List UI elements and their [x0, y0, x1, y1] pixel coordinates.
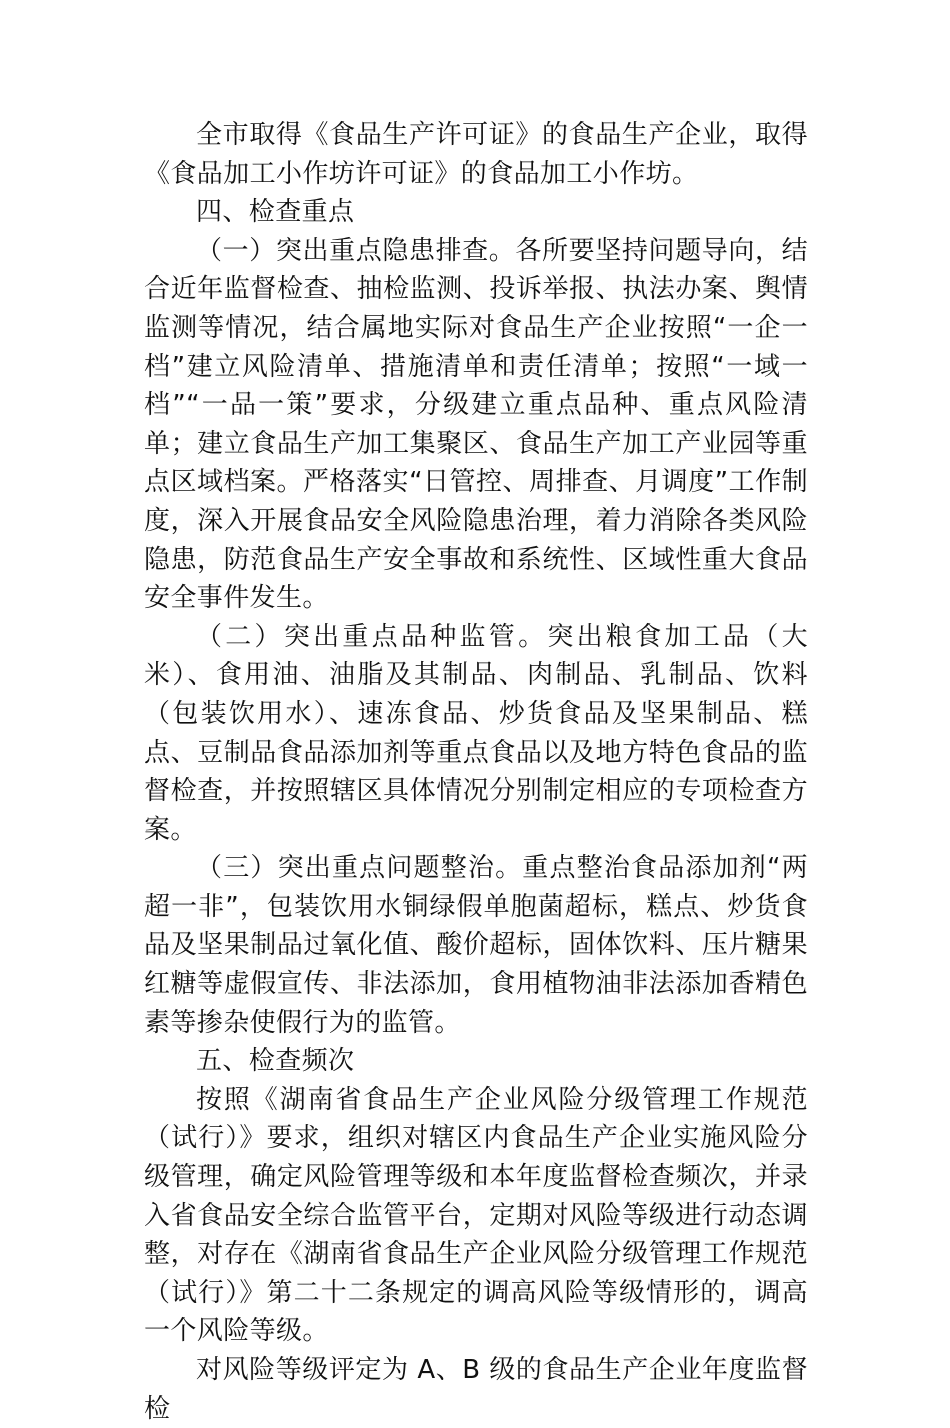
- key-varieties-paragraph: （二）突出重点品种监管。突出粮食加工品（大米）、食用油、油脂及其制品、肉制品、乳制品、饮料（包装饮用水）、速冻食品、炒货食品及坚果制品、糕点、豆制品食品添加剂等重点食品以及地方特色食品的监督检查，并按照辖区具体情况分别制定相应的专项检查方案。: [144, 621, 808, 845]
- risk-level-ab-paragraph: 对风险等级评定为 A、B 级的食品生产企业年度监督检: [144, 1355, 808, 1424]
- section-heading-inspection-focus: 四、检查重点: [196, 197, 355, 228]
- risk-grading-paragraph: 按照《湖南省食品生产企业风险分级管理工作规范（试行）》要求，组织对辖区内食品生产企业实施风险分级管理，确定风险管理等级和本年度监督检查频次，并录入省食品安全综合监管平台，定期对风险等级进行动态调整，对存在《湖南省食品生产企业风险分级管理工作规范（试行）》第二十二条规定的调高风险等级情形的，调高一个风险等级。: [144, 1084, 808, 1347]
- key-issues-paragraph: （三）突出重点问题整治。重点整治食品添加剂“两超一非”，包装饮用水铜绿假单胞菌超标，糕点、炒货食品及坚果制品过氧化值、酸价超标，固体饮料、压片糖果红糖等虚假宣传、非法添加，食用植物油非法添加香精色素等掺杂使假行为的监管。: [144, 853, 808, 1038]
- hazard-screening-paragraph: （一）突出重点隐患排查。各所要坚持问题导向，结合近年监督检查、抽检监测、投诉举报、执法办案、舆情监测等情况，结合属地实际对食品生产企业按照“一企一档”建立风险清单、措施清单和责任清单；按照“一域一档”“一品一策”要求，分级建立重点品种、重点风险清单；建立食品生产加工集聚区、食品生产加工产业园等重点区域档案。严格落实“日管控、周排查、月调度”工作制度，深入开展食品安全风险隐患治理，着力消除各类风险隐患，防范食品生产安全事故和系统性、区域性重大食品安全事件发生。: [144, 235, 808, 614]
- document-body: [144, 116, 808, 1428]
- scope-paragraph: 全市取得《食品生产许可证》的食品生产企业，取得《食品加工小作坊许可证》的食品加工小作坊。: [144, 120, 808, 189]
- section-heading-inspection-frequency: 五、检查频次: [196, 1046, 355, 1077]
